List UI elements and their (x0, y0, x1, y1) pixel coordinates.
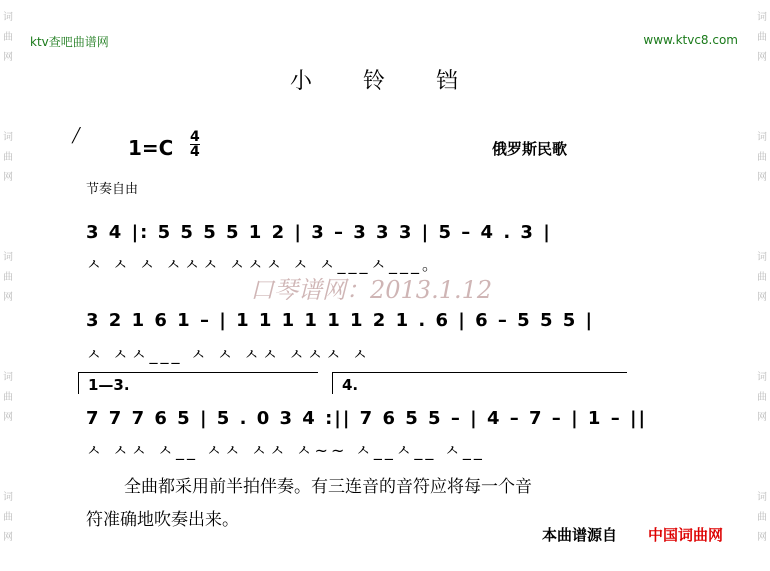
volta-1-label: 1—3. (88, 376, 130, 394)
site-link-right[interactable]: www.ktvc8.com (643, 33, 738, 47)
time-sig-bottom: 4 (190, 144, 200, 160)
side-watermark-text: 词曲网 (3, 492, 13, 543)
side-watermark-text: 词曲网 (757, 12, 767, 63)
volta-2-bracket (332, 372, 333, 394)
volta-2-line (332, 372, 627, 373)
side-watermark-text: 词曲网 (3, 252, 13, 303)
time-signature (190, 130, 200, 159)
side-watermark-text: 词曲网 (757, 132, 767, 183)
tick-mark: ╱ (72, 128, 81, 144)
side-watermark-text: 词曲网 (3, 372, 13, 423)
source-label: 本曲谱源自 (542, 526, 618, 544)
score-watermark: 口琴谱网：2013.1.12 (250, 276, 493, 304)
performance-note-line-2: 符准确地吹奏出来。 (86, 510, 239, 530)
tempo-marking: 节奏自由 (86, 182, 139, 197)
source-site-link[interactable]: 中国词曲网 (648, 526, 724, 544)
time-sig-top: 4 (190, 129, 200, 145)
performance-note-line-1: 全曲都采用前半拍伴奏。有三连音的音符应将每一个音 (124, 477, 532, 497)
side-watermark-text: 词曲网 (757, 492, 767, 543)
notation-line-2: 3 2 1 6 1 – | 1 1 1 1 1 1 2 1 . 6 | 6 – 5 5 5 | (86, 310, 595, 331)
strum-line-3: ㅅ ㅅㅅ ㅅ__ ㅅㅅ ㅅㅅ ㅅ~~ ㅅ__ㅅ__ ㅅ__ (86, 441, 485, 460)
volta-1-bracket (78, 372, 79, 394)
notation-line-3: 7 7 7 6 5 | 5 . 0 3 4 :|| 7 6 5 5 – | 4 – 7 – | 1 – || (86, 408, 648, 429)
left-watermark-strip (0, 0, 16, 571)
side-watermark-text: 词曲网 (757, 372, 767, 423)
strum-line-1: ㅅ ㅅ ㅅ ㅅㅅㅅ ㅅㅅㅅ ㅅ ㅅ___ㅅ___。 (86, 255, 441, 274)
side-watermark-text: 词曲网 (3, 132, 13, 183)
strum-line-2: ㅅ ㅅㅅ___ ㅅ ㅅ ㅅㅅ ㅅㅅㅅ ㅅ (86, 345, 371, 364)
right-watermark-strip (754, 0, 770, 571)
side-watermark-text: 词曲网 (3, 12, 13, 63)
notation-line-1: 3 4 |: 5 5 5 5 1 2 | 3 – 3 3 3 | 5 – 4 . 3 | (86, 222, 552, 243)
site-link-left[interactable]: ktv查吧曲谱网 (30, 35, 109, 49)
volta-1-line (78, 372, 318, 373)
volta-2-label: 4. (342, 376, 359, 394)
attribution: 俄罗斯民歌 (492, 140, 568, 158)
score-title: 小 铃 铛 (290, 69, 480, 94)
side-watermark-text: 词曲网 (757, 252, 767, 303)
key-signature: 1=C (128, 136, 174, 160)
